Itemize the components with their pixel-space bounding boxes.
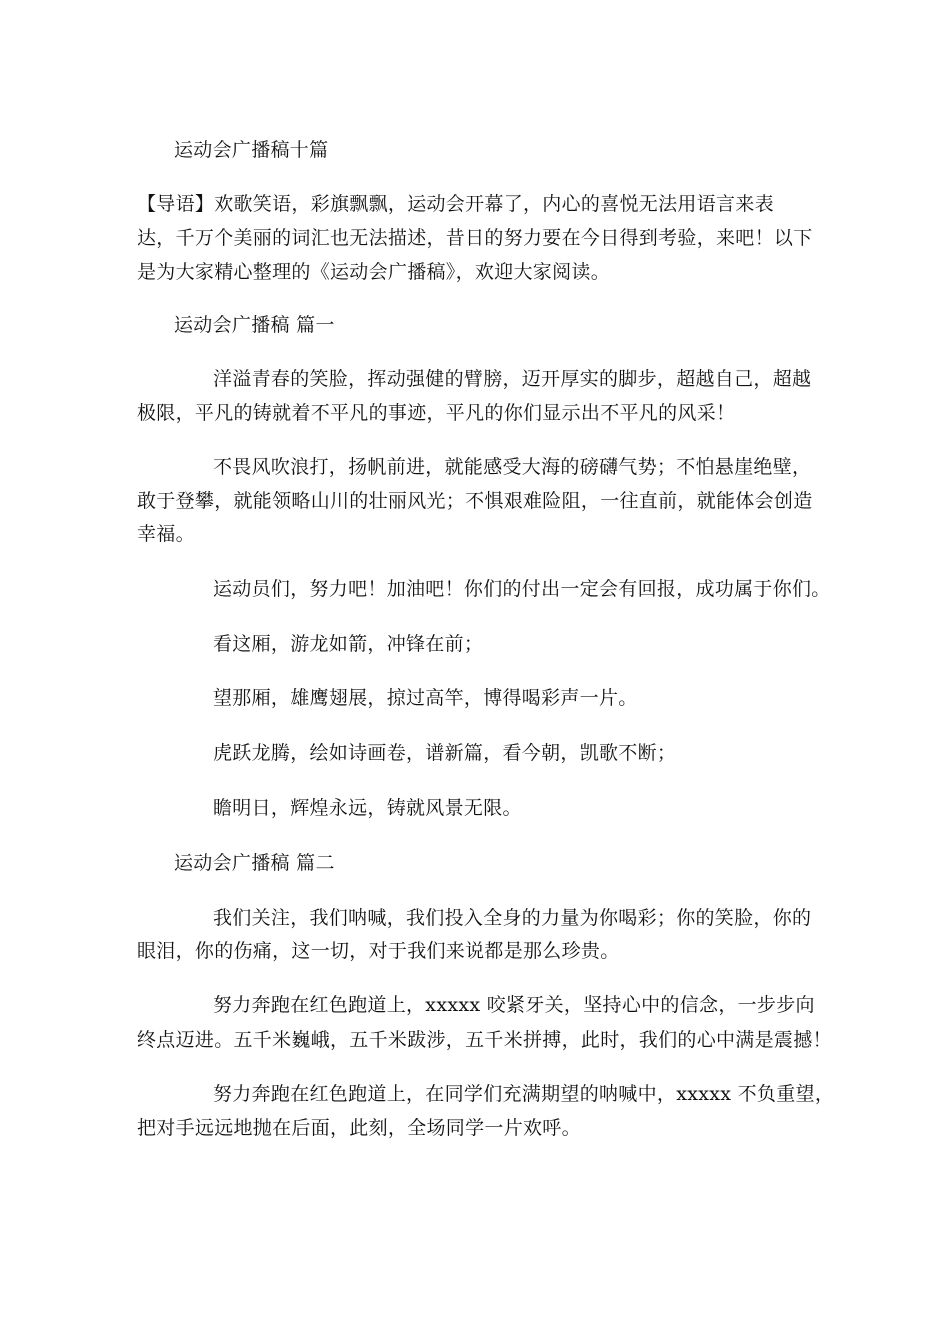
section-heading-2: 运动会广播稿 篇二 [174, 852, 335, 874]
intro-line: 达，千万个美丽的词汇也无法描述，昔日的努力要在今日得到考验，来吧！以下 [137, 227, 813, 249]
section1-paragraph-4: 看这厢，游龙如箭，冲锋在前； [213, 633, 484, 655]
paragraph-line: 极限，平凡的铸就着不平凡的事迹，平凡的你们显示出不平凡的风采！ [137, 402, 736, 424]
paragraph-line: 洋溢青春的笑脸，挥动强健的臂膀，迈开厚实的脚步，超越自己，超越 [213, 368, 812, 390]
paragraph-line: 把对手远远地抛在后面，此刻，全场同学一片欢呼。 [137, 1117, 581, 1139]
paragraph-line: 努力奔跑在红色跑道上，xxxxx 咬紧牙关，坚持心中的信念，一步步向 [213, 994, 815, 1016]
paragraph-line: 敢于登攀，就能领略山川的壮丽风光；不惧艰难险阻，一往直前，就能体会创造 [137, 490, 813, 512]
section1-paragraph-3: 运动员们，努力吧！加油吧！你们的付出一定会有回报，成功属于你们。 [213, 578, 831, 600]
paragraph-line: 努力奔跑在红色跑道上，在同学们充满期望的呐喊中，xxxxx 不负重望， [213, 1083, 835, 1105]
paragraph-line: 我们关注，我们呐喊，我们投入全身的力量为你喝彩；你的笑脸，你的 [213, 907, 812, 929]
section1-paragraph-6: 虎跃龙腾，绘如诗画卷，谱新篇，看今朝，凯歌不断； [213, 742, 677, 764]
intro-line: 是为大家精心整理的《运动会广播稿》，欢迎大家阅读。 [137, 261, 611, 283]
section1-paragraph-7: 瞻明日，辉煌永远，铸就风景无限。 [213, 797, 522, 819]
paragraph-line: 幸福。 [137, 523, 195, 545]
section-heading-1: 运动会广播稿 篇一 [174, 314, 335, 336]
paragraph-line: 眼泪，你的伤痛，这一切，对于我们来说都是那么珍贵。 [137, 940, 620, 962]
document-title: 运动会广播稿十篇 [174, 139, 329, 161]
section1-paragraph-5: 望那厢，雄鹰翅展，掠过高竿，博得喝彩声一片。 [213, 687, 638, 709]
paragraph-line: 不畏风吹浪打，扬帆前进，就能感受大海的磅礴气势；不怕悬崖绝壁， [213, 456, 812, 478]
intro-line: 【导语】欢歌笑语，彩旗飘飘，运动会开幕了，内心的喜悦无法用语言来表 [137, 193, 774, 215]
paragraph-line: 终点迈进。五千米巍峨，五千米跋涉，五千米拼搏，此时，我们的心中满是震撼！ [137, 1029, 832, 1051]
